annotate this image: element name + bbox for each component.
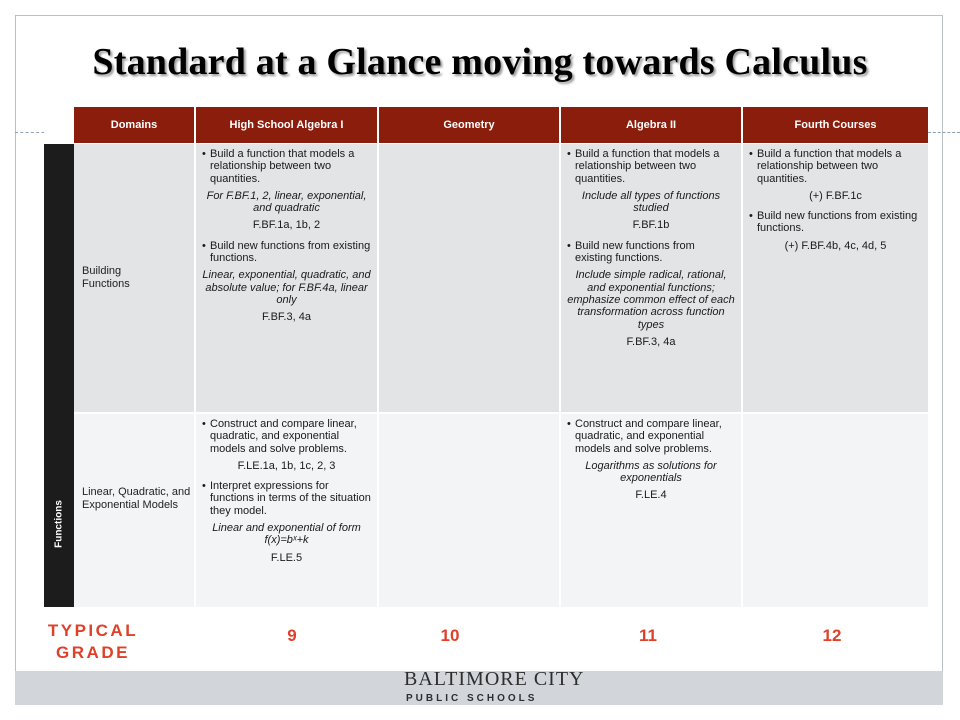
row2-alg1-bullet2: Interpret expressions for functions in terms of the situation they model. [210,480,371,517]
row1-fourth-code1: (+) F.BF.1c [809,189,862,202]
row1-alg1-code1: F.BF.1a, 1b, 2 [252,219,321,232]
row1-alg1-note2: Linear, exponential, quadratic, and absolute value; for F.BF.4a, linear only [202,269,371,306]
row1-fourth-bullet2: Build new functions from existing functions. [757,210,918,235]
standards-table [44,107,928,607]
row2-fourth-cell [743,414,928,607]
typical-grade-label: TYPICAL GRADE [47,621,139,662]
logo-baltimore-city: BALTIMORE CITY [404,668,585,690]
row1-alg1-bullet1: Build a function that models a relationship between two quantities. [210,148,355,185]
row2-alg1-bullet1: Construct and compare linear, quadratic, and exponential models and solve problems. [210,418,357,455]
row1-alg1-bullet2: Build new functions from existing functions. [210,239,371,265]
row2-geometry-cell [379,414,559,607]
row2-alg1-code2: F.LE.5 [270,551,303,564]
row1-alg2-bullet2: Build new functions from existing functions. [575,239,695,265]
row1-alg2-code2: F.BF.3, 4a [626,335,676,348]
row1-alg2-note1: Include all types of functions studied [581,189,721,215]
header-domains: Domains [74,107,194,143]
row2-domain-cell [74,414,194,607]
header-geometry: Geometry [379,107,559,143]
row1-algebra2-cell: • Build a function that models a relationship between two quantities. Include all types of functions studied F.BF.1b • Build new functions from existing functions. Include simple radical, rational, and exponential functions; emphasize common effect of each transformation across function types F.BF.3, 4a [561,144,741,412]
row1-fourth-cell: • Build a function that models a relationship between two quantities. (+) F.BF.1c • Build new functions from existing functions. (+) F.BF.4b, 4c, 4d, 5 [743,144,928,412]
row2-alg1-code1: F.LE.1a, 1b, 1c, 2, 3 [237,459,336,472]
functions-category-label: Functions [53,500,65,548]
row1-geometry-cell [379,144,559,412]
logo-public-schools: PUBLIC SCHOOLS [406,693,538,704]
row2-alg2-note1: Logarithms as solutions for exponentials [585,459,717,485]
row1-alg1-code2: F.BF.3, 4a [262,311,311,324]
row1-alg2-note2: Include simple radical, rational, and exponential functions; emphasize common effect of each transformation across function types [567,269,735,331]
row1-alg1-note1: For F.BF.1, 2, linear, exponential, and quadratic [206,189,367,215]
row1-domain-cell [74,144,194,412]
grade-12: 12 [822,626,842,645]
row2-alg2-code1: F.LE.4 [635,489,667,502]
grade-9: 9 [287,626,297,645]
row2-algebra1-cell: • Construct and compare linear, quadratic, and exponential models and solve problems. F.LE.1a, 1b, 1c, 2, 3 • Interpret expressions for functions in terms of the situation they model. Linear and exponential of form f(x)=bˣ+k F.LE.5 [196,414,377,607]
row1-fourth-code2: (+) F.BF.4b, 4c, 4d, 5 [784,239,887,252]
divider-right [928,132,960,133]
header-algebra-2: Algebra II [561,107,741,143]
page-title: Standard at a Glance moving towards Calculus [92,41,868,83]
grade-11: 11 [639,626,657,645]
row1-alg2-code1: F.BF.1b [632,219,670,232]
row2-algebra2-cell: • Construct and compare linear, quadratic, and exponential models and solve problems. Logarithms as solutions for exponentials F.LE.4 [561,414,741,607]
row1-fourth-bullet1: Build a function that models a relationship between two quantities. [757,148,902,185]
row1-algebra1-cell: • Build a function that models a relationship between two quantities. For F.BF.1, 2, linear, exponential, and quadratic F.BF.1a, 1b, 2 • Build new functions from existing functions. Linear, exponential, quadratic, and absolute value; for F.BF.4a, linear only F.BF.3, 4a [196,144,377,412]
row2-domain-label: Linear, Quadratic, and Exponential Models [82,486,191,511]
header-algebra-1: High School Algebra I [196,107,377,143]
grade-10: 10 [440,626,460,645]
row1-alg2-bullet1: Build a function that models a relationship between two quantities. [575,148,720,185]
row2-alg2-bullet1: Construct and compare linear, quadratic, and exponential models and solve problems. [575,418,722,455]
row1-domain-label: Building Functions [82,265,130,290]
header-fourth-courses: Fourth Courses [743,107,928,143]
functions-category-bar [44,144,74,607]
row2-alg1-note2: Linear and exponential of form f(x)=bˣ+k [212,522,361,547]
